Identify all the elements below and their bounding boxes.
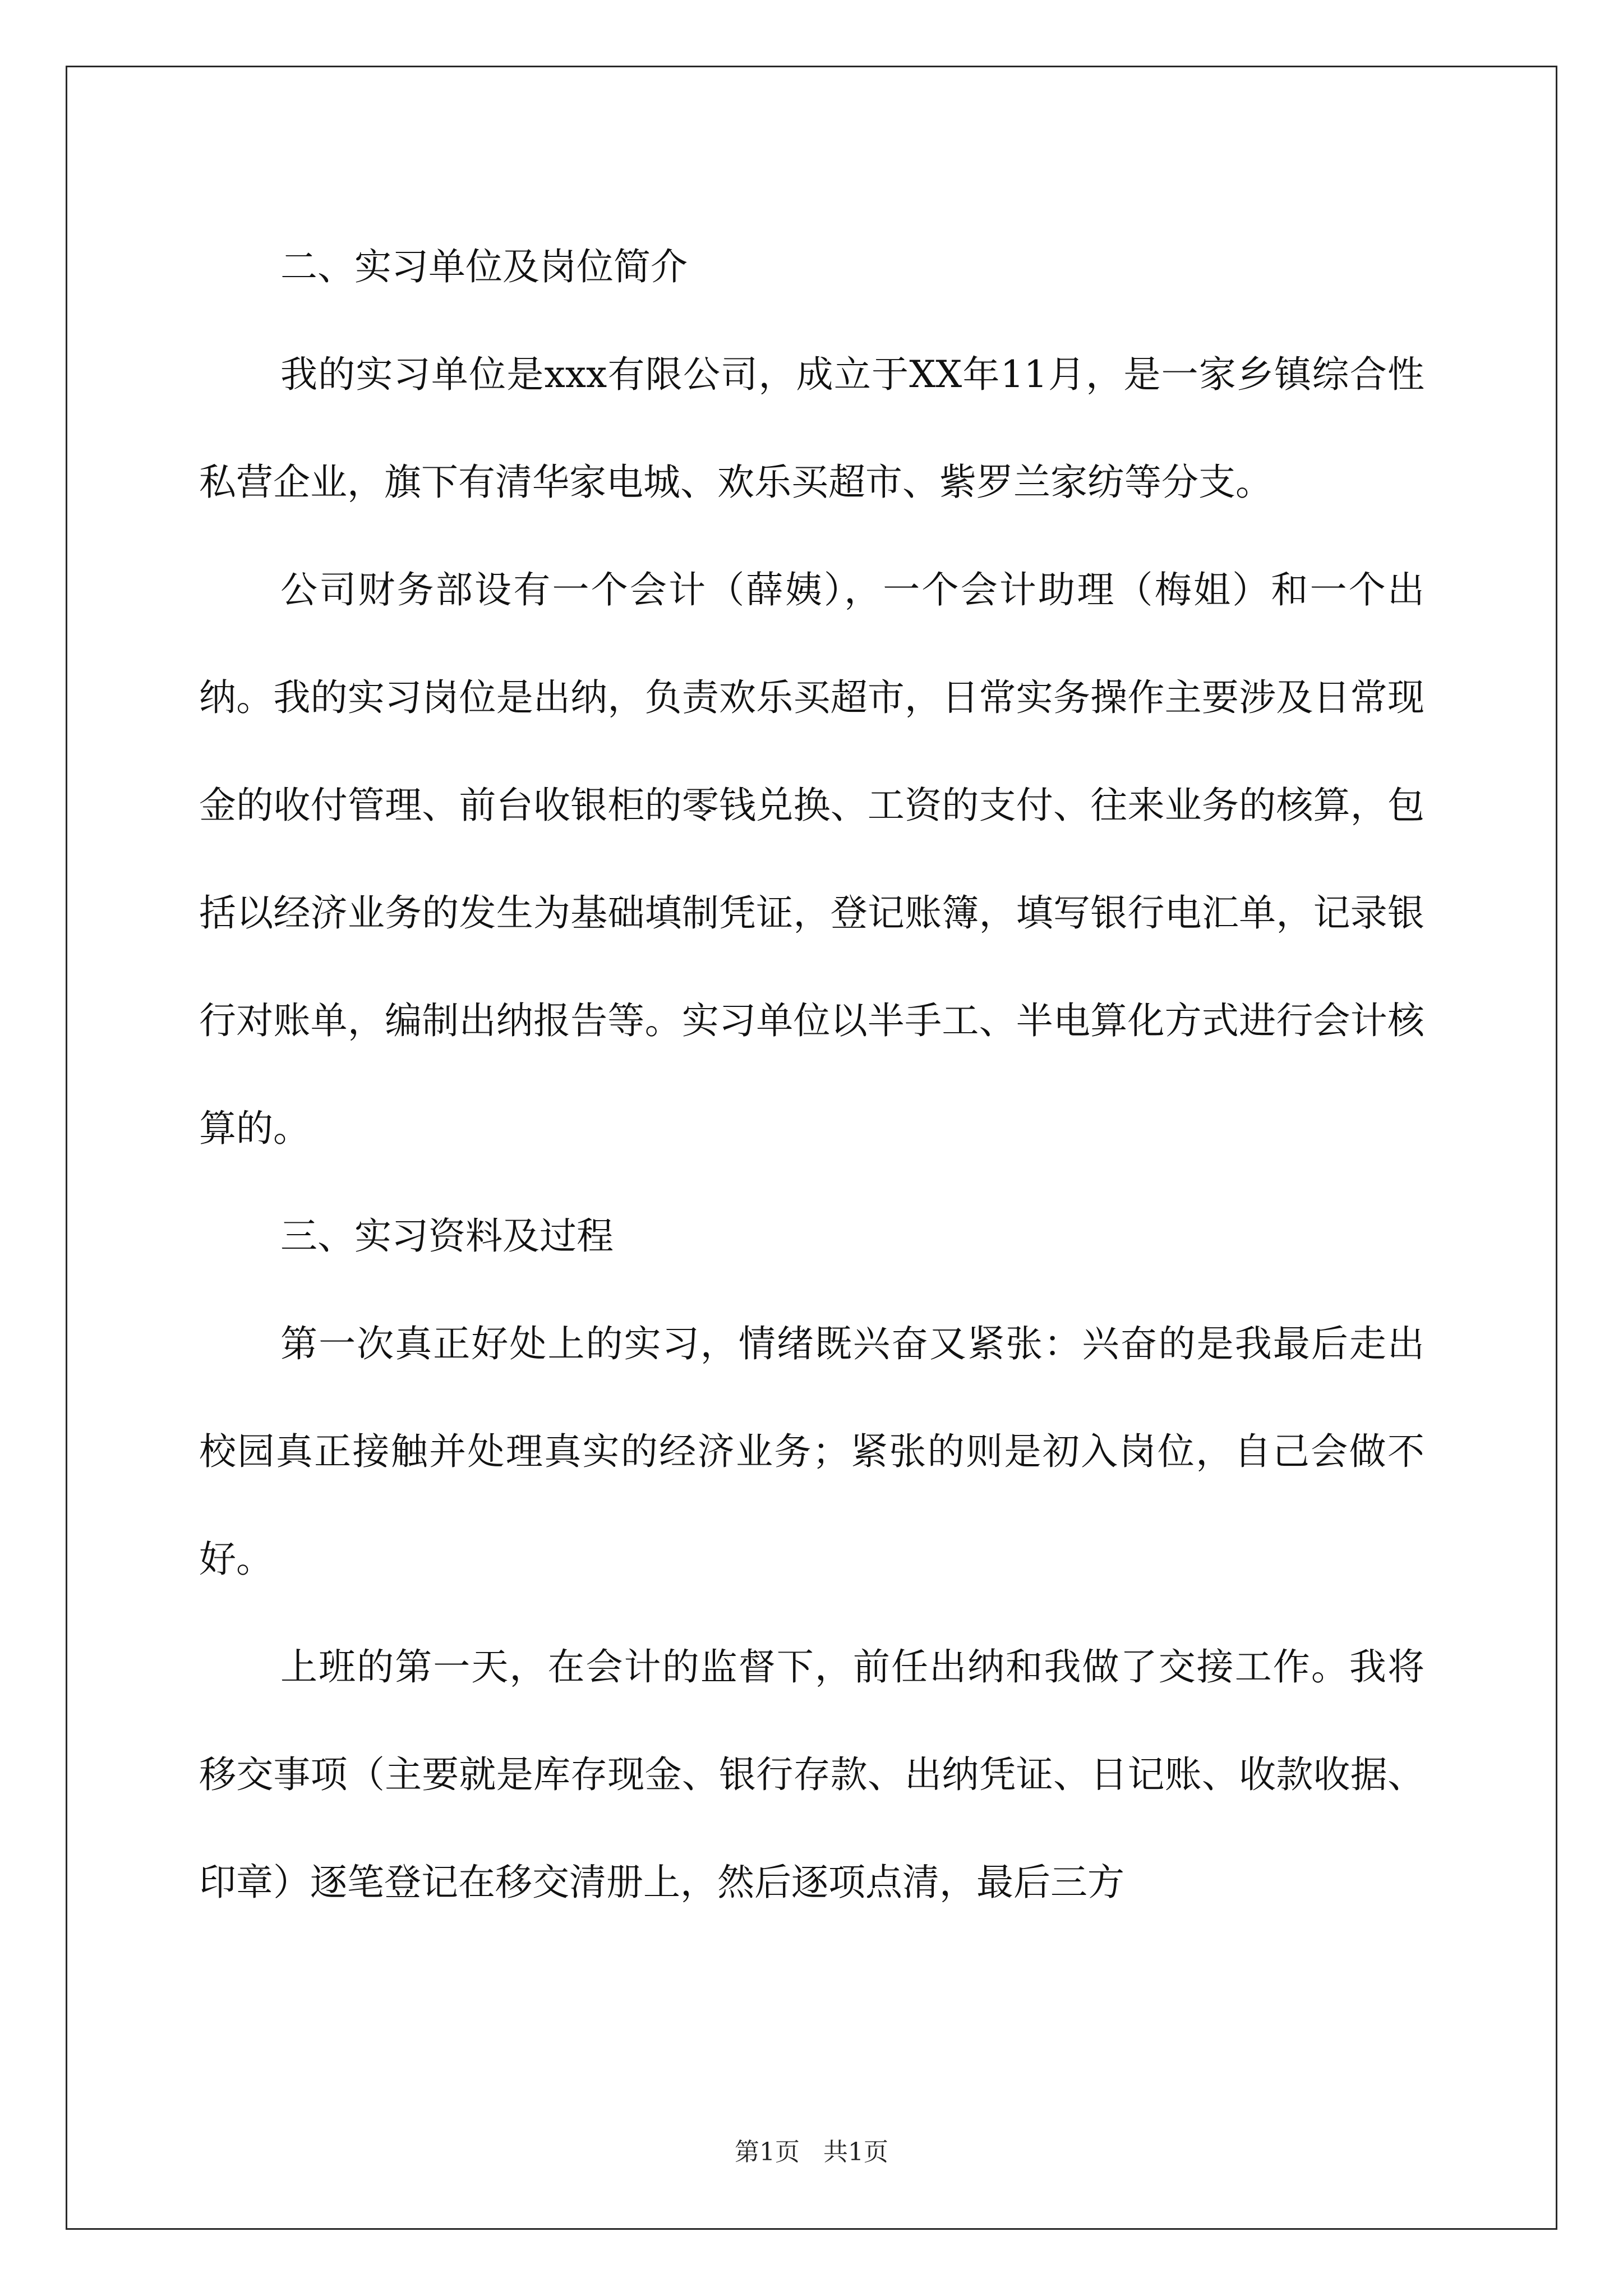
paragraph-company-intro: 我的实习单位是xxx有限公司，成立于XX年11月，是一家乡镇综合性私营企业，旗下有清华家电城、欢乐买超市、紫罗兰家纺等分支。 xyxy=(199,353,1424,504)
document-body xyxy=(199,213,1424,1936)
page-number: 第1页 xyxy=(735,2138,800,2166)
section-heading-internship-process: 三、实习资料及过程 xyxy=(280,1214,614,1258)
paragraph-finance-department: 公司财务部设有一个会计（薛姨），一个会计助理（梅姐）和一个出纳。我的实习岗位是出纳，负责欢乐买超市，日常实务操作主要涉及日常现金的收付管理、前台收银柜的零钱兑换、工资的支付、往来业务的核算，包括以经济业务的发生为基础填制凭证，登记账簿，填写银行电汇单，记录银行对账单，编制出纳报告等。实习单位以半手工、半电算化方式进行会计核算的。 xyxy=(199,568,1424,1150)
paragraph-first-day: 上班的第一天，在会计的监督下，前任出纳和我做了交接工作。我将移交事项（主要就是库存现金、银行存款、出纳凭证、日记账、收款收据、印章）逐笔登记在移交清册上，然后逐项点清，最后三方 xyxy=(199,1645,1424,1904)
page-total: 共1页 xyxy=(823,2138,888,2166)
section-heading-internship-unit: 二、实习单位及岗位简介 xyxy=(280,245,688,288)
page-footer xyxy=(0,2132,1623,2168)
paragraph-first-internship: 第一次真正好处上的实习，情绪既兴奋又紧张：兴奋的是我最后走出校园真正接触并处理真实的经济业务；紧张的则是初入岗位，自己会做不好。 xyxy=(199,1322,1424,1581)
